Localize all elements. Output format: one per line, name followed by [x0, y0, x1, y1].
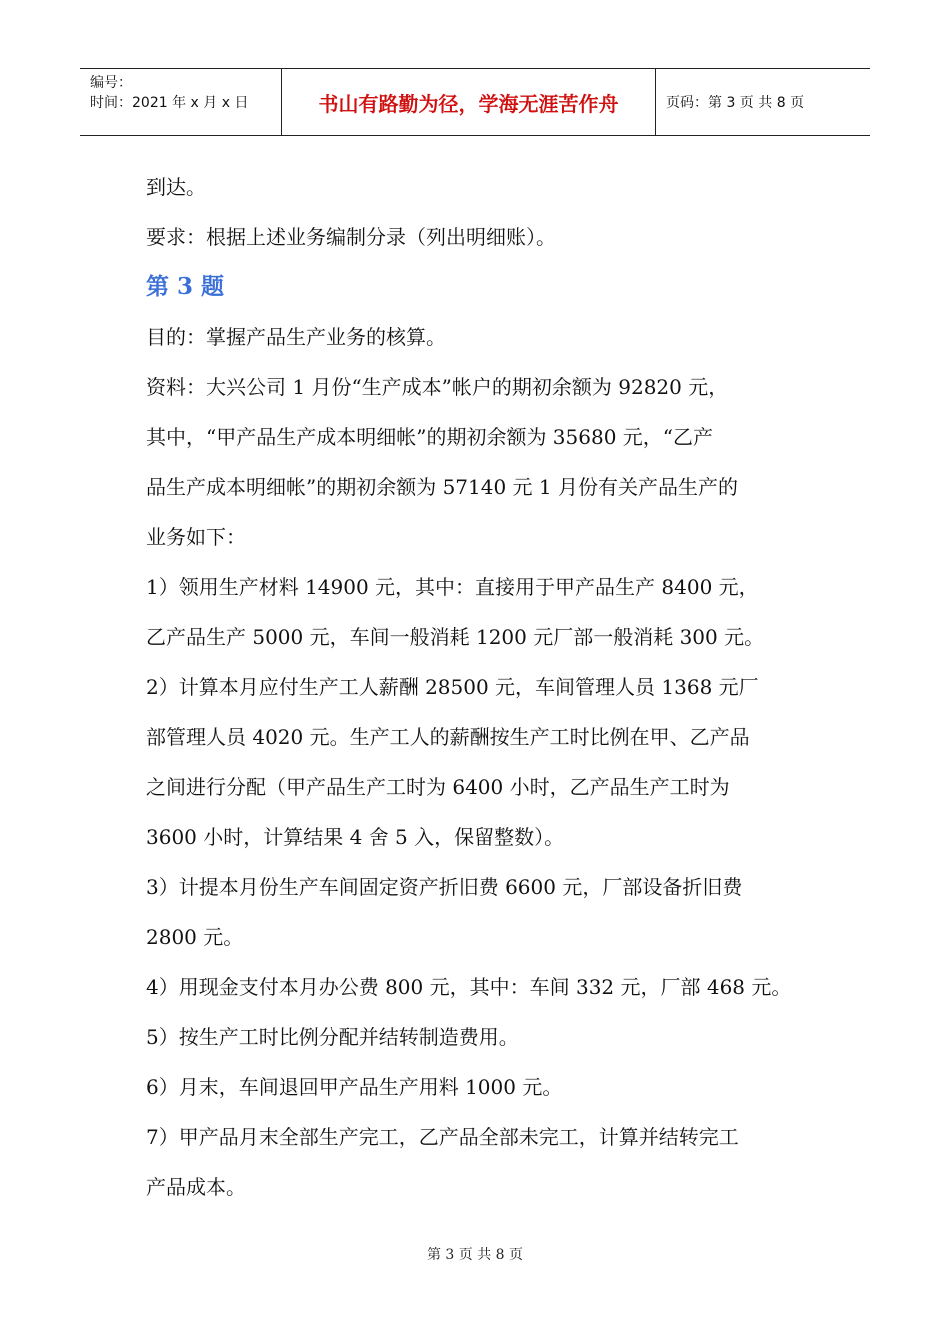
header-motto: 书山有路勤为径，学海无涯苦作舟: [282, 69, 656, 135]
header-number-label: 编号：: [90, 75, 132, 91]
section-line: 4）用现金支付本月办公费 800 元，其中：车间 332 元，厂部 468 元。: [146, 975, 792, 999]
header-meta-cell: [80, 69, 282, 135]
document-header: [80, 68, 870, 136]
section-line: 5）按生产工时比例分配并结转制造费用。: [146, 1025, 519, 1049]
section-line: 产品成本。: [146, 1175, 246, 1199]
section-line: 业务如下：: [146, 525, 246, 549]
section-line: 6）月末，车间退回甲产品生产用料 1000 元。: [146, 1075, 563, 1099]
section-line: 2）计算本月应付生产工人薪酬 28500 元，车间管理人员 1368 元厂: [146, 675, 759, 699]
section-line: 1）领用生产材料 14900 元，其中：直接用于甲产品生产 8400 元，: [146, 575, 759, 599]
page-footer: 第 3 页 共 8 页: [426, 1247, 524, 1263]
document-body: [146, 162, 816, 1212]
section-line: 目的：掌握产品生产业务的核算。: [146, 325, 446, 349]
section-line: 乙产品生产 5000 元，车间一般消耗 1200 元厂部一般消耗 300 元。: [146, 625, 765, 649]
section-line: 部管理人员 4020 元。生产工人的薪酬按生产工时比例在甲、乙产品: [146, 725, 750, 749]
header-time-label: 时间：2021 年 x 月 x 日: [90, 95, 249, 111]
section-title: 第 3 题: [146, 273, 225, 300]
section-line: 3600 小时，计算结果 4 舍 5 入，保留整数）。: [146, 825, 565, 849]
section-line: 资料：大兴公司 1 月份“生产成本”帐户的期初余额为 92820 元，: [146, 375, 729, 399]
section-line: 品生产成本明细帐”的期初余额为 57140 元 1 月份有关产品生产的: [146, 475, 739, 499]
body-line: 要求：根据上述业务编制分录（列出明细账）。: [146, 225, 556, 249]
body-line: 到达。: [146, 175, 206, 199]
section-line: 之间进行分配（甲产品生产工时为 6400 小时，乙产品生产工时为: [146, 775, 730, 799]
section-line: 3）计提本月份生产车间固定资产折旧费 6600 元，厂部设备折旧费: [146, 875, 743, 899]
section-line: 2800 元。: [146, 925, 244, 949]
section-line: 7）甲产品月末全部生产完工，乙产品全部未完工，计算并结转完工: [146, 1125, 739, 1149]
section-line: 其中，“甲产品生产成本明细帐”的期初余额为 35680 元，“乙产: [146, 425, 714, 449]
header-page-info: 页码：第 3 页 共 8 页: [666, 95, 805, 111]
